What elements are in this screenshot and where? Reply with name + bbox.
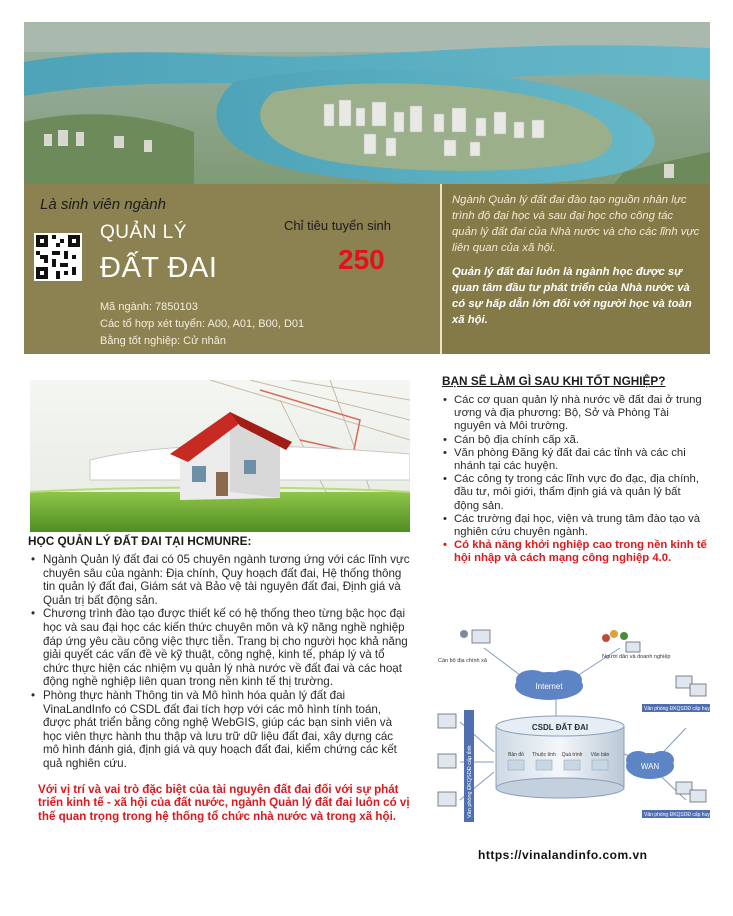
house-illustration [30,380,410,532]
major-code: Mã ngành: 7850103 [100,301,198,313]
db-cell-label: Văn bản [590,752,610,758]
hero-aerial-image [24,22,710,184]
diagram-user-left-label: Cán bộ địa chính xã [438,658,487,664]
internet-label: Internet [535,682,563,691]
user-computer-icon [460,630,490,643]
careers-section [440,374,708,566]
study-section-title: HỌC QUẢN LÝ ĐẤT ĐAI TẠI HCMUNRE: [28,534,252,548]
computer-icon [676,676,706,802]
major-name-line2: ĐẤT ĐAI [100,252,218,284]
major-info-panel [24,184,440,354]
intro-text: Là sinh viên ngành [40,196,166,213]
db-cell-label: Quá trình [561,752,583,758]
description-paragraph: Ngành Quản lý đất đai đào tạo nguồn nhân lực trình độ đại học và sau đại học cho công tác quản lý đất đai của Nhà nước và cho các lĩnh vực liên quan của xã hội. [452,194,700,254]
diagram-user-right-label: Người dân và doanh nghiệp [602,654,671,660]
list-item: • Các cơ quan quản lý nhà nước về đất đai ở trung ương và địa phương: Bộ, Sở và Phòng Tài nguyên và Môi trường. [440,394,708,434]
right-label-bottom: Văn phòng ĐKQSDĐ cấp huyện [644,812,710,818]
careers-list [440,394,708,566]
wan-label: WAN [640,762,660,771]
list-item: • Cán bộ địa chính cấp xã. [440,434,708,447]
db-cell-label: Thuộc tính [532,752,556,758]
list-item: • Các công ty trong các lĩnh vực đo đạc, địa chính, đầu tư, môi giới, thẩm định giá và quản lý bất động sản. [440,473,708,513]
list-item: • Ngành Quản lý đất đai có 05 chuyên ngành tương ứng với các lĩnh vực chuyên sâu của ngành: Địa chính, Quy hoạch đất đai, Hệ thống thông tin quản lý đất đai, Giám sát và Bảo vệ tài nguyên đất đai, Định giá và Quản trị bất động sản. [28,553,410,607]
degree-type: Bằng tốt nghiệp: Cử nhân [100,335,227,347]
database-network-diagram [424,622,710,834]
highlight-paragraph: Quản lý đất đai luôn là ngành học được sự quan tâm đầu tư phát triển của Nhà nước và có sự hấp dẫn lớn đối với người học và toàn xã hội. [452,266,692,326]
list-item-highlight: • Có khả năng khởi nghiệp cao trong nền kinh tế hội nhập và cách mạng công nghiệp 4.0. [440,539,708,565]
study-section [28,534,410,823]
closing-statement: Với vị trí và vai trò đặc biệt của tài nguyên đất đai đối với sự phát triển kinh tế - xã hội của đất nước, ngành Quản lý đất đai luôn có vị thế quan trọng trong hệ thống tổ chức nhà nước và trong xã hội. [38,782,410,823]
careers-section-title: BẠN SẼ LÀM GÌ SAU KHI TỐT NGHIỆP? [442,374,666,388]
major-description-panel [440,184,710,354]
database-title: CSDL ĐẤT ĐAI [531,723,589,732]
qr-code-icon [34,233,82,281]
major-name-line1: QUẢN LÝ [100,222,187,243]
list-item: • Văn phòng Đăng ký đất đai các tỉnh và các chi nhánh tại các huyện. [440,447,708,473]
computer-icon [438,714,456,806]
vertical-label: Văn phòng ĐKQSDĐ cấp tỉnh [467,745,473,818]
quota-label: Chỉ tiêu tuyển sinh [284,218,391,233]
right-label-top: Văn phòng ĐKQSDĐ cấp huyện [644,706,710,712]
quota-value: 250 [338,244,385,275]
db-cell-label: Bản đồ [508,752,524,758]
citizens-icon [602,630,640,652]
list-item: • Phòng thực hành Thông tin và Mô hình hóa quản lý đất đai VinaLandInfo có CSDL đất đai tích hợp với các mô hình tính toán, được phát triển bằng công nghệ WebGIS, giúp các bạn sinh viên và học viên thực hành thu thập và lưu trữ dữ liệu đất đai, xây dựng các mô hình đánh giá, định giá và quy hoạch đất đai, kiểm chứng các kết quả nghiên cứu. [28,689,410,771]
website-link[interactable]: https://vinalandinfo.com.vn [478,848,648,862]
admission-combinations: Các tổ hợp xét tuyển: A00, A01, B00, D01 [100,318,305,330]
list-item: • Chương trình đào tạo được thiết kế có hệ thống theo từng bậc học đại học và sau đại học các kiến thức chuyên môn và kỹ năng nghề nghiệp đáp ứng yêu cầu công việc thực tiễn. Trang bị cho người học khả năng giải quyết các vấn đề về kỹ thuật, công nghệ, kinh tế, pháp lý và tổ chức thực hiện các nhiệm vụ quản lý nhà nước về đất đai và các hoạt động nghề nghiệp liên quan trong nền kinh tế thị trường. [28,607,410,689]
list-item: • Các trường đại học, viện và trung tâm đào tạo và nghiên cứu chuyên ngành. [440,513,708,539]
study-list [28,553,410,771]
